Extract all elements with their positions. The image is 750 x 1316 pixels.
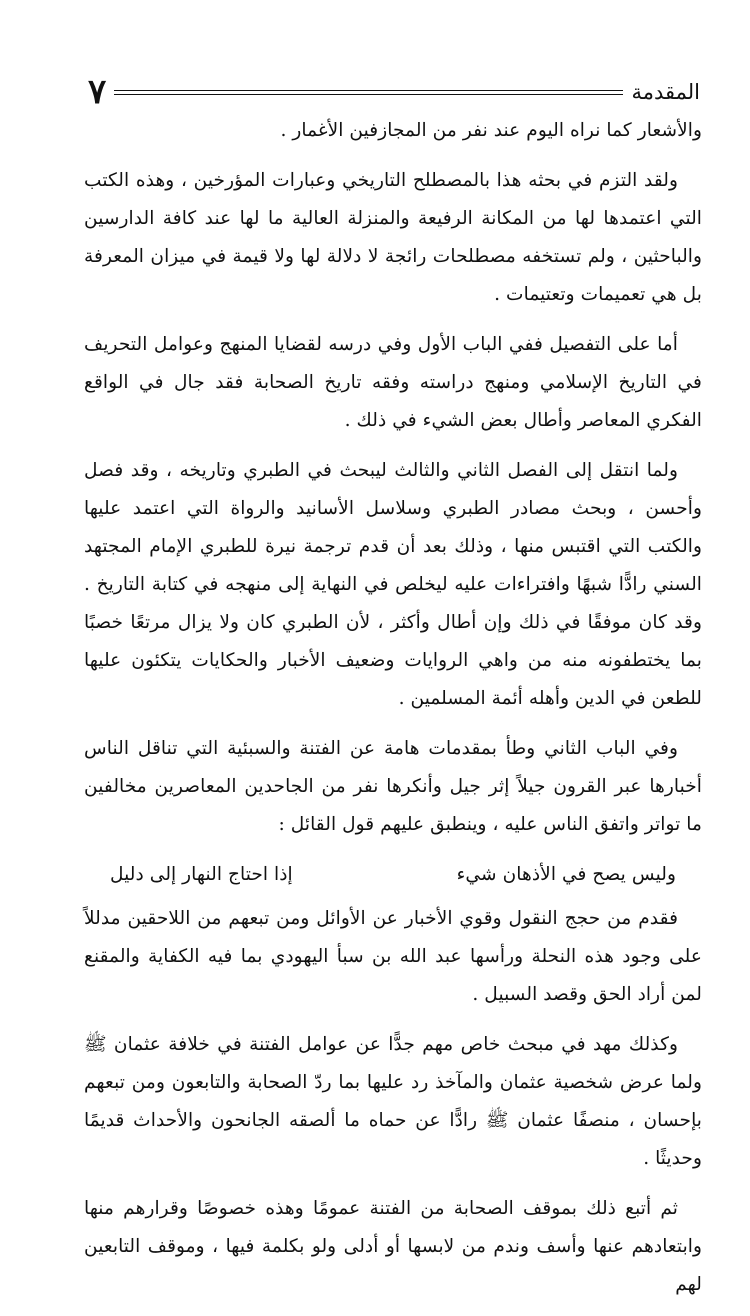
- paragraph-4: ولما انتقل إلى الفصل الثاني والثالث ليبحث في الطبري وتاريخه ، وقد فصل وأحسن ، وبحث مصادر الطبري وسلاسل الأسانيد والرواة التي اعتمد عليها والكتب التي اقتبس منها ، وذلك بعد أن قدم ترجمة نيرة للطبري الإمام المجتهد السني رادًّا شبهًا وافتراءات عليه ليخلص في النهاية إلى منهجه في كتابة التاريخ . وقد كان موفقًا في ذلك وإن أطال وأكثر ، لأن الطبري كان ولا يزال مرتعًا خصبًا بما يختطفونه منه من واهي الروايات وضعيف الأخبار والحكايات يتكئون عليها للطعن في الدين وأهله أئمة المسلمين .: [84, 460, 702, 709]
- paragraph-8: ثم أتبع ذلك بموقف الصحابة من الفتنة عمومًا وهذه خصوصًا وقرارهم منها وابتعادهم عنها وأسف وندم من لابسها أو أدلى ولو بكلمة فيها ، وموقف التابعين لهم: [84, 1198, 702, 1295]
- paragraph-1: والأشعار كما نراه اليوم عند نفر من المجازفين الأغمار .: [280, 120, 702, 141]
- page-body: [84, 112, 702, 1316]
- page-number: ٧: [88, 72, 107, 112]
- paragraph-2: ولقد التزم في بحثه هذا بالمصطلح التاريخي وعبارات المؤرخين ، وهذه الكتب التي اعتمدها لها من المكانة الرفيعة والمنزلة العالية ما لها عند كافة الدارسين والباحثين ، ولم تستخفه مصطلحات رائجة لا دلالة لها ولا قيمة في ميزان المعرفة بل هي تعميمات وتعتيمات .: [84, 170, 702, 305]
- paragraph-3: أما على التفصيل ففي الباب الأول وفي درسه لقضايا المنهج وعوامل التحريف في التاريخ الإسلامي ومنهج دراسته وفقه تاريخ الصحابة فقد جال في الواقع الفكري المعاصر وأطال بعض الشيء في ذلك .: [84, 334, 702, 431]
- running-header: [88, 72, 700, 112]
- chapter-title: المقدمة: [631, 80, 700, 104]
- paragraph-6: فقدم من حجج النقول وقوي الأخبار عن الأوائل ومن تبعهم من اللاحقين مدللاً على وجود هذه النحلة ورأسها عبد الله بن سبأ اليهودي بما فيه الكفاية والمقنع لمن أراد الحق وقصد السبيل .: [84, 908, 702, 1005]
- verse-first-hemistich: وليس يصح في الأذهان شيء: [456, 864, 676, 885]
- paragraph-7: وكذلك مهد في مبحث خاص مهم جدًّا عن عوامل الفتنة في خلافة عثمان ﷺ ولما عرض شخصية عثمان والمآخذ رد عليها بما ردّ الصحابة والتابعون ومن تبعهم بإحسان ، منصفًا عثمان ﷺ رادًّا عن حماه ما ألصقه الجانحون والأحداث قديمًا وحديثًا .: [84, 1034, 702, 1169]
- paragraph-5: وفي الباب الثاني وطأ بمقدمات هامة عن الفتنة والسبئية التي تناقل الناس أخبارها عبر القرون جيلاً إثر جيل وأنكرها نفر من الجاحدين المعاصرين مخالفين ما تواتر واتفق الناس عليه ، وينطبق عليهم قول القائل :: [84, 738, 702, 835]
- poetry-verse: [84, 856, 702, 894]
- verse-second-hemistich: إذا احتاج النهار إلى دليل: [110, 864, 293, 885]
- header-rule: [114, 90, 623, 95]
